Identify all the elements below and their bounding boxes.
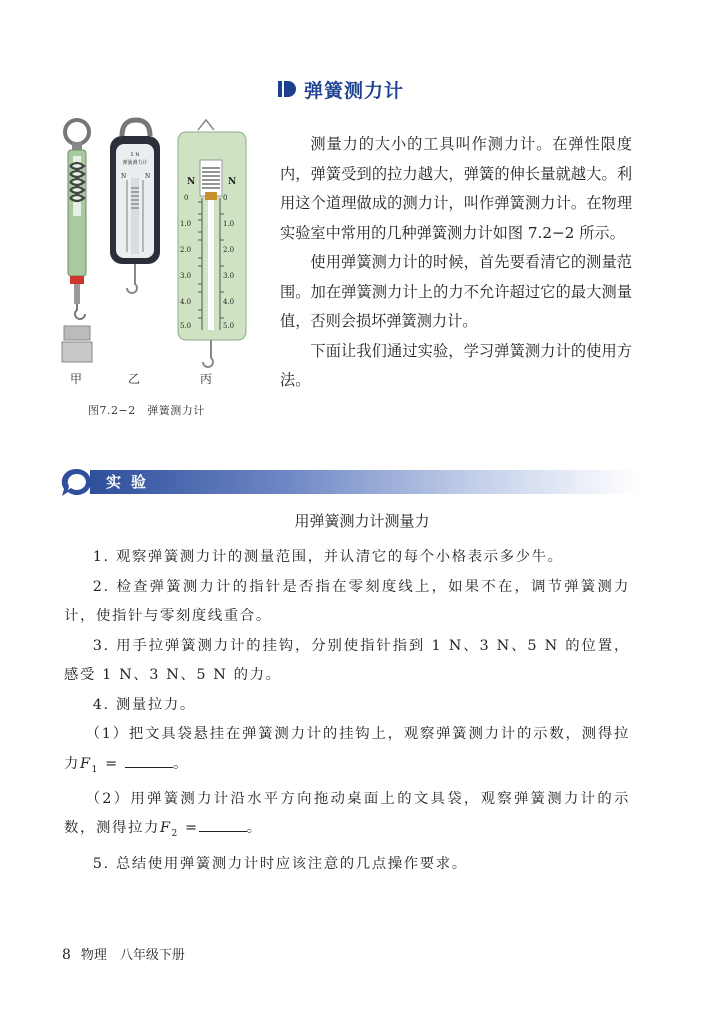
scale-c-tick-right-1: 1.0 xyxy=(223,220,235,228)
page-number: 8 xyxy=(62,947,71,963)
spring-scale-b xyxy=(110,120,160,293)
experiment-banner-bar xyxy=(90,470,640,494)
step-4-1-equals: = xyxy=(98,755,125,772)
scale-c-tick-right-4: 4.0 xyxy=(223,298,235,306)
scale-c-tick-right-3: 3.0 xyxy=(223,272,235,280)
experiment-bubble-icon xyxy=(60,466,94,498)
experiment-step-4-2 xyxy=(64,785,630,850)
experiment-step-1: 1. 观察弹簧测力计的测量范围，并认清它的每个小格表示多少牛。 xyxy=(92,549,564,565)
step-4-2-end: 。 xyxy=(246,820,263,837)
book-title: 物理 八年级下册 xyxy=(80,948,185,963)
scale-c-tick-left-1: 1.0 xyxy=(180,220,192,228)
spring-scale-c xyxy=(178,120,246,367)
figure-label-b: 乙 xyxy=(128,372,141,386)
force-subscript-2: 2 xyxy=(171,829,179,840)
figure-label-a: 甲 xyxy=(70,372,83,386)
step-4-1-end: 。 xyxy=(172,755,189,772)
force-variable-f2: F xyxy=(159,820,172,837)
experiment-banner-label: 实验 xyxy=(106,473,157,491)
experiment-step-5: 5. 总结使用弹簧测力计时应该注意的几点操作要求。 xyxy=(92,855,468,872)
intro-paragraph-2: 使用弹簧测力计的时候，首先要看清它的测量范围。加在弹簧测力计上的力不允许超过它的最大测量值，否则会损坏弹簧测力计。 xyxy=(280,253,632,330)
scale-c-tick-right-2: 2.0 xyxy=(223,246,235,254)
intro-paragraph-3: 下面让我们通过实验，学习弹簧测力计的使用方法。 xyxy=(280,341,632,389)
answer-blank-f2[interactable] xyxy=(199,817,247,832)
answer-blank-f1[interactable] xyxy=(125,753,173,768)
figure-spring-scales xyxy=(52,108,258,386)
spring-scale-a xyxy=(62,120,92,362)
section-marker-icon xyxy=(278,80,296,98)
page-footer xyxy=(62,944,185,963)
scale-b-unit-left: N xyxy=(121,173,127,180)
scale-c-tick-left-3: 3.0 xyxy=(180,272,192,280)
step-4-2-equals: = xyxy=(178,820,199,837)
section-heading xyxy=(278,76,404,102)
force-variable-f1: F xyxy=(80,755,92,772)
experiment-steps xyxy=(64,543,630,879)
experiment-title: 用弹簧测力计测量力 xyxy=(294,512,430,530)
experiment-step-3: 3. 用手拉弹簧测力计的挂钩，分别使指针指到 1 N、3 N、5 N 的位置，感受 1 N、3 N、5 N 的力。 xyxy=(64,637,630,683)
intro-paragraph-1: 测量力的大小的工具叫作测力计。在弹性限度内，弹簧受到的拉力越大，弹簧的伸长量就越大。利用这个道理做成的测力计，叫作弹簧测力计。在物理实验室中常用的几种弹簧测力计如图 7.2−2 所示。 xyxy=(280,135,632,242)
experiment-step-4: 4. 测量拉力。 xyxy=(92,696,196,713)
experiment-step-2: 2. 检查弹簧测力计的指针是否指在零刻度线上，如果不在，调节弹簧测力计，使指针与零刻度线重合。 xyxy=(64,578,630,624)
scale-b-unit-right: N xyxy=(145,173,151,180)
scale-b-name-label: 弹簧测力计 xyxy=(122,160,148,166)
experiment-step-4-1 xyxy=(64,720,630,785)
figure-label-c: 丙 xyxy=(200,372,213,386)
scale-c-tick-left-5: 5.0 xyxy=(180,322,192,330)
scale-c-tick-left-4: 4.0 xyxy=(180,298,192,306)
scale-c-unit-right: N xyxy=(228,177,237,187)
experiment-banner xyxy=(60,466,640,498)
step-4-2-text: （2）用弹簧测力计沿水平方向拖动桌面上的文具袋，观察弹簧测力计的示数，测得拉力 xyxy=(64,790,630,837)
scale-c-tick-right-0: 0 xyxy=(223,194,228,202)
scale-c-tick-right-5: 5.0 xyxy=(223,322,235,330)
scale-c-unit-left: N xyxy=(187,177,196,187)
intro-text xyxy=(280,130,632,396)
force-subscript-1: 1 xyxy=(91,764,99,775)
scale-b-top-label: 5 N xyxy=(130,152,140,158)
step-4-1-text: （1）把文具袋悬挂在弹簧测力计的挂钩上，观察弹簧测力计的示数，测得拉力 xyxy=(64,726,630,772)
figure-caption: 图7.2−2 弹簧测力计 xyxy=(88,404,205,417)
section-title: 弹簧测力计 xyxy=(304,79,405,102)
scale-c-tick-left-2: 2.0 xyxy=(180,246,192,254)
scale-c-tick-left-0: 0 xyxy=(184,194,189,202)
